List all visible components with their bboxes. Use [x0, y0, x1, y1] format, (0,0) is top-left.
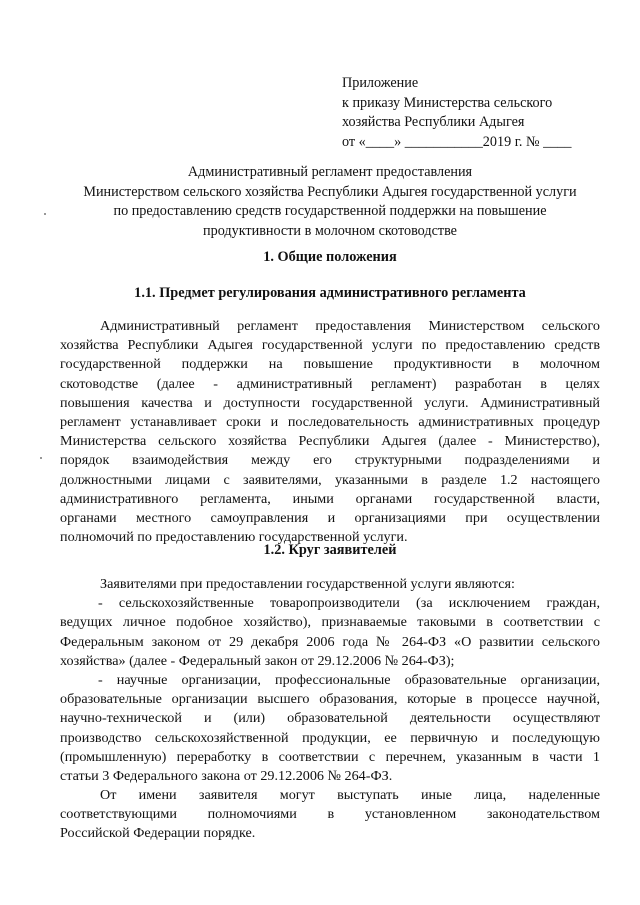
text-line: - научные организации, профессиональные образовательные организации, [98, 671, 600, 688]
text-line: хозяйства» (далее - Федеральный закон от 29.12.2006 № 264-ФЗ); [60, 652, 455, 669]
scan-speck [40, 457, 42, 459]
text-line: полномочий по предоставлению государственной услуги. [60, 529, 408, 546]
text-line: научно-технической и (или) образовательной деятельности осуществляют [60, 710, 600, 727]
section-heading-applicants: 1.2. Круг заявителей [263, 542, 397, 558]
text-line: должностными лицами с заявителями, указанными в разделе 1.2 настоящего [60, 471, 600, 488]
text-line: повышения качества и доступности государственной услуги. Административный [60, 394, 600, 411]
text-line: От имени заявителя могут выступать иные лица, наделенные [100, 787, 600, 804]
text-line: государственной поддержки на повышение продуктивности в молочном [60, 356, 600, 373]
text-line: (промышленную) переработку в соответствии с перечнем, указанным в части 1 [60, 748, 600, 765]
paragraph-subject [60, 317, 600, 547]
title-line: по предоставлению средств государственной поддержки на повышение [113, 203, 547, 220]
text-line: Заявителями при предоставлении государственной услуги являются: [100, 576, 515, 592]
text-line: - сельскохозяйственные товаропроизводители (за исключением граждан, [98, 595, 600, 612]
title-line: Административный регламент предоставления [187, 164, 473, 180]
appendix-date-line: от «____» ___________2019 г. № ____ [342, 133, 572, 150]
text-line: скотоводстве (далее - административный регламент) разработан в целях [60, 375, 600, 392]
text-line: производство сельскохозяйственной продукции, ее первичную и последующую [60, 729, 600, 746]
appendix-line: хозяйства Республики Адыгея [342, 114, 525, 130]
text-line: хозяйства Республики Адыгея государственной услуги по предоставлению средств [60, 337, 600, 354]
text-line: порядок взаимодействия между его структурными подразделениями и [60, 452, 600, 469]
text-line: Административный регламент предоставления Министерством сельского [100, 318, 600, 334]
text-line: ведущих личное подобное хозяйство), признаваемые таковыми в соответствии с [60, 614, 600, 631]
scan-speck [44, 213, 46, 215]
text-line: Федеральным законом от 29 декабря 2006 года № 264-ФЗ «О развитии сельского [60, 633, 600, 650]
text-line: органами местного самоуправления и организациями при осуществлении [60, 509, 600, 526]
paragraph-applicants [60, 575, 600, 844]
text-line: регламент устанавливает сроки и последовательность административных процедур [60, 413, 600, 430]
appendix-line: Приложение [342, 75, 419, 91]
text-line: административного регламента, иными органами государственной власти, [60, 490, 600, 507]
section-heading-subject: 1.1. Предмет регулирования административного регламента [134, 285, 526, 301]
title-line: Министерством сельского хозяйства Республики Адыгея государственной услуги [83, 183, 577, 200]
section-heading-general: 1. Общие положения [263, 249, 397, 265]
appendix-line: к приказу Министерства сельского [342, 94, 553, 111]
document-title [40, 163, 620, 241]
text-line: статьи 3 Федерального закона от 29.12.2006 № 264-ФЗ. [60, 767, 393, 784]
text-line: образовательные организации высшего образования, которые в процессе научной, [60, 691, 600, 708]
text-line: Российской Федерации порядке. [60, 825, 256, 842]
title-line: продуктивности в молочном скотоводстве [203, 222, 457, 239]
text-line: Министерства сельского хозяйства Республики Адыгея (далее - Министерство), [60, 433, 600, 450]
text-line: соответствующими полномочиями в установленном законодательством [60, 806, 600, 823]
appendix-block [342, 74, 612, 152]
